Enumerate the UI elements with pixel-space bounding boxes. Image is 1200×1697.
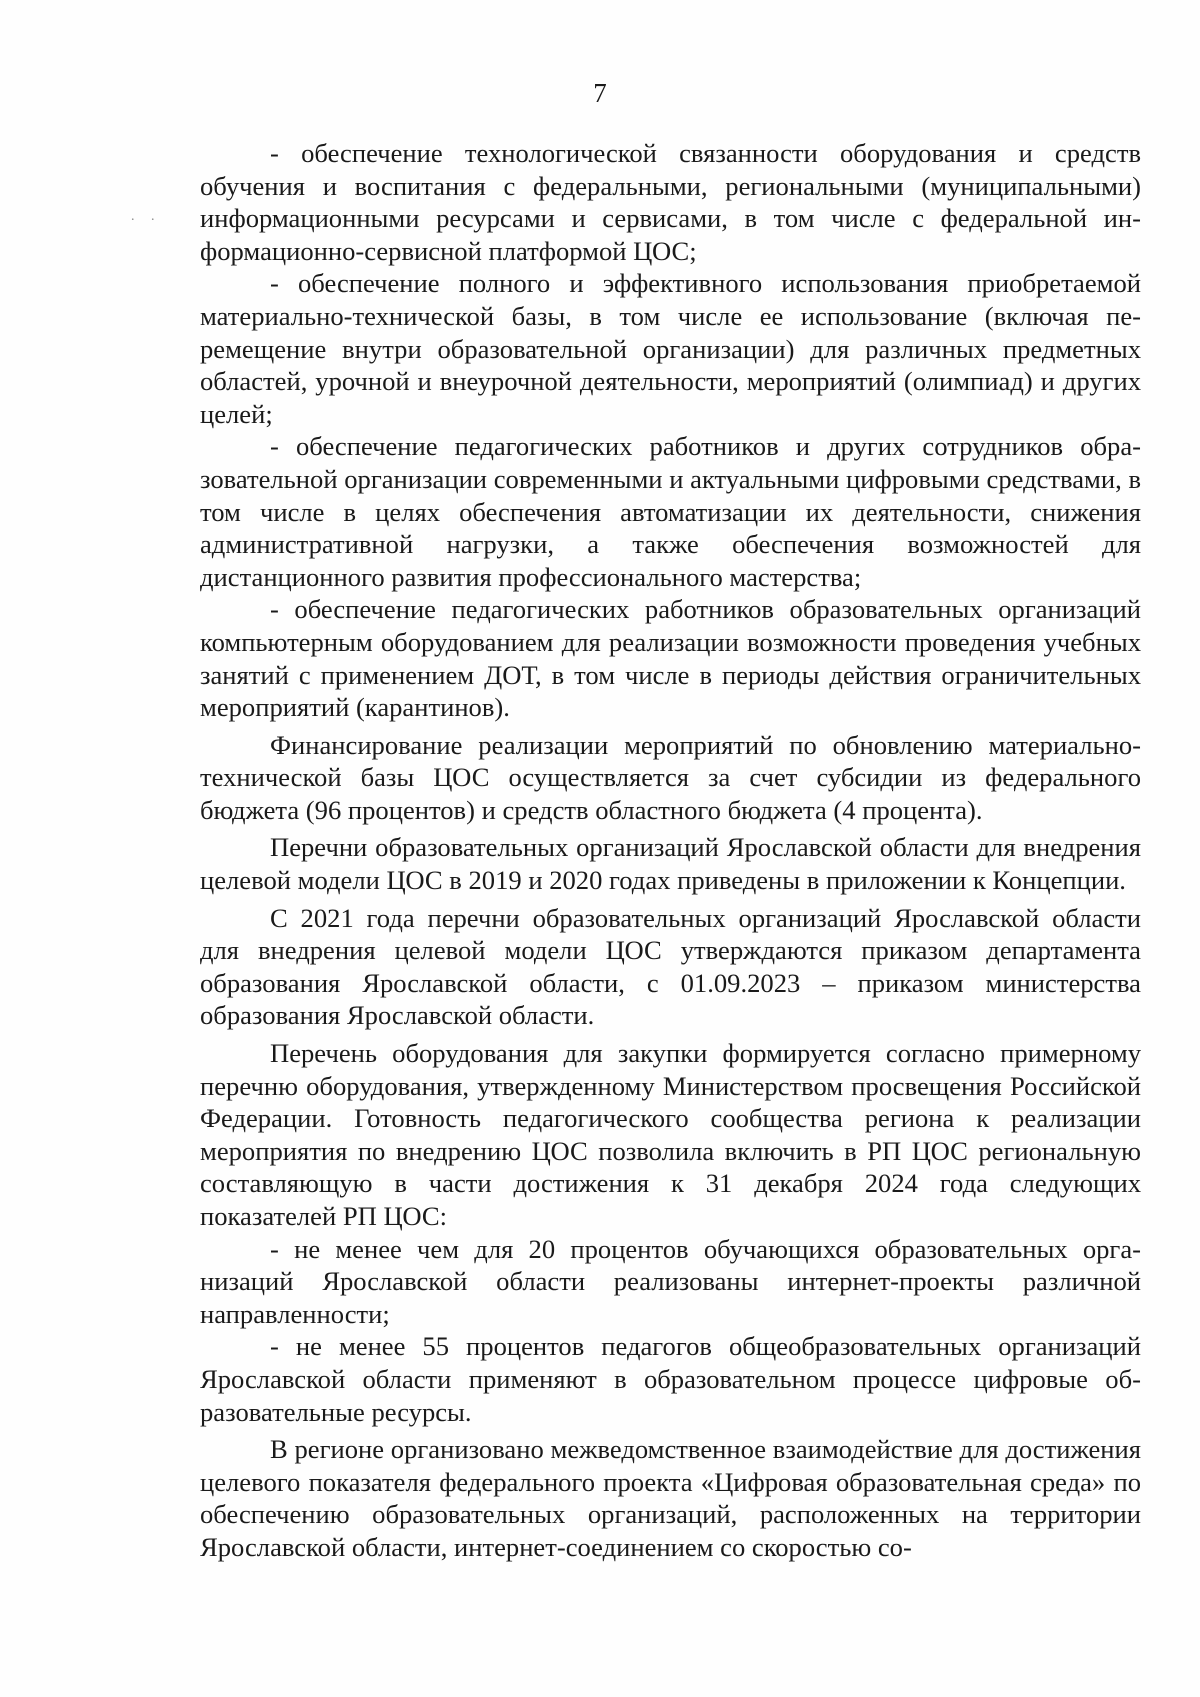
scan-speck: .	[151, 209, 155, 224]
paragraph: С 2021 года перечни образовательных организаций Ярославской области для внедрения целевой модели ЦОС утверждаются приказом департамента образования Ярославской области, с 01.09.2023 – приказом министерства образования Ярославской области.	[200, 902, 1141, 1031]
paragraph: Перечни образовательных организаций Ярославской области для внедрения целевой модели ЦОС в 2019 и 2020 годах приведены в приложении к Концепции.	[200, 832, 1141, 896]
paragraph: Финансирование реализации мероприятий по обновлению материально-технической базы ЦОС осуществляется за счет субсидии из федерального бюджета (96 процентов) и средств областного бюджета (4 процента).	[200, 729, 1141, 825]
paragraph: - обеспечение педагогических работников образовательных организаций компьютерным оборудованием для реализации возможности проведения учебных занятий с применением ДОТ, в том числе в периоды действия ограничительных мероприятий (карантинов).	[200, 594, 1141, 723]
paragraph: Перечень оборудования для закупки формируется согласно примерному перечню оборудования, утвержденному Министерством просвещения Российской Федерации. Готовность педагогического сообщества региона к реализации мероприятия по внедрению ЦОС позволила включить в РП ЦОС региональную составляющую в части достижения к 31 декабря 2024 года следующих показателей РП ЦОС:	[200, 1038, 1141, 1231]
scan-speck: .	[131, 209, 135, 224]
paragraph: - обеспечение полного и эффективного использования приобретаемой материально-технической базы, в том числе ее использование (включая перемещение внутри образовательной организации) для различных предметных областей, урочной и внеурочной деятельности, мероприятий (олимпиад) и других целей;	[200, 268, 1141, 429]
page-number: 7	[593, 78, 607, 108]
paragraph: - не менее 55 процентов педагогов общеобразовательных организаций Ярославской области применяют в образовательном процессе цифровые образовательные ресурсы.	[200, 1331, 1141, 1427]
paragraph: - не менее чем для 20 процентов обучающихся образовательных организаций Ярославской области реализованы интернет-проекты различной направленности;	[200, 1233, 1141, 1329]
paragraph: - обеспечение педагогических работников и других сотрудников образовательной организации современными и актуальными цифровыми средствами, в том числе в целях обеспечения автоматизации их деятельности, снижения административной нагрузки, а также обеспечения возможностей для дистанционного развития профессионального мастерства;	[200, 431, 1141, 592]
body-text	[200, 137, 1141, 1564]
paragraph: - обеспечение технологической связанности оборудования и средств обучения и воспитания с федеральными, региональными (муниципальными) информационными ресурсами и сервисами, в том числе с федеральной информационно-сервисной платформой ЦОС;	[200, 138, 1141, 266]
paragraph: В регионе организовано межведомственное взаимодействие для достижения целевого показателя федерального проекта «Цифровая образовательная среда» по обеспечению образовательных организаций, расположенных на территории Ярославской области, интернет-соединением со скоростью со-	[200, 1434, 1141, 1562]
